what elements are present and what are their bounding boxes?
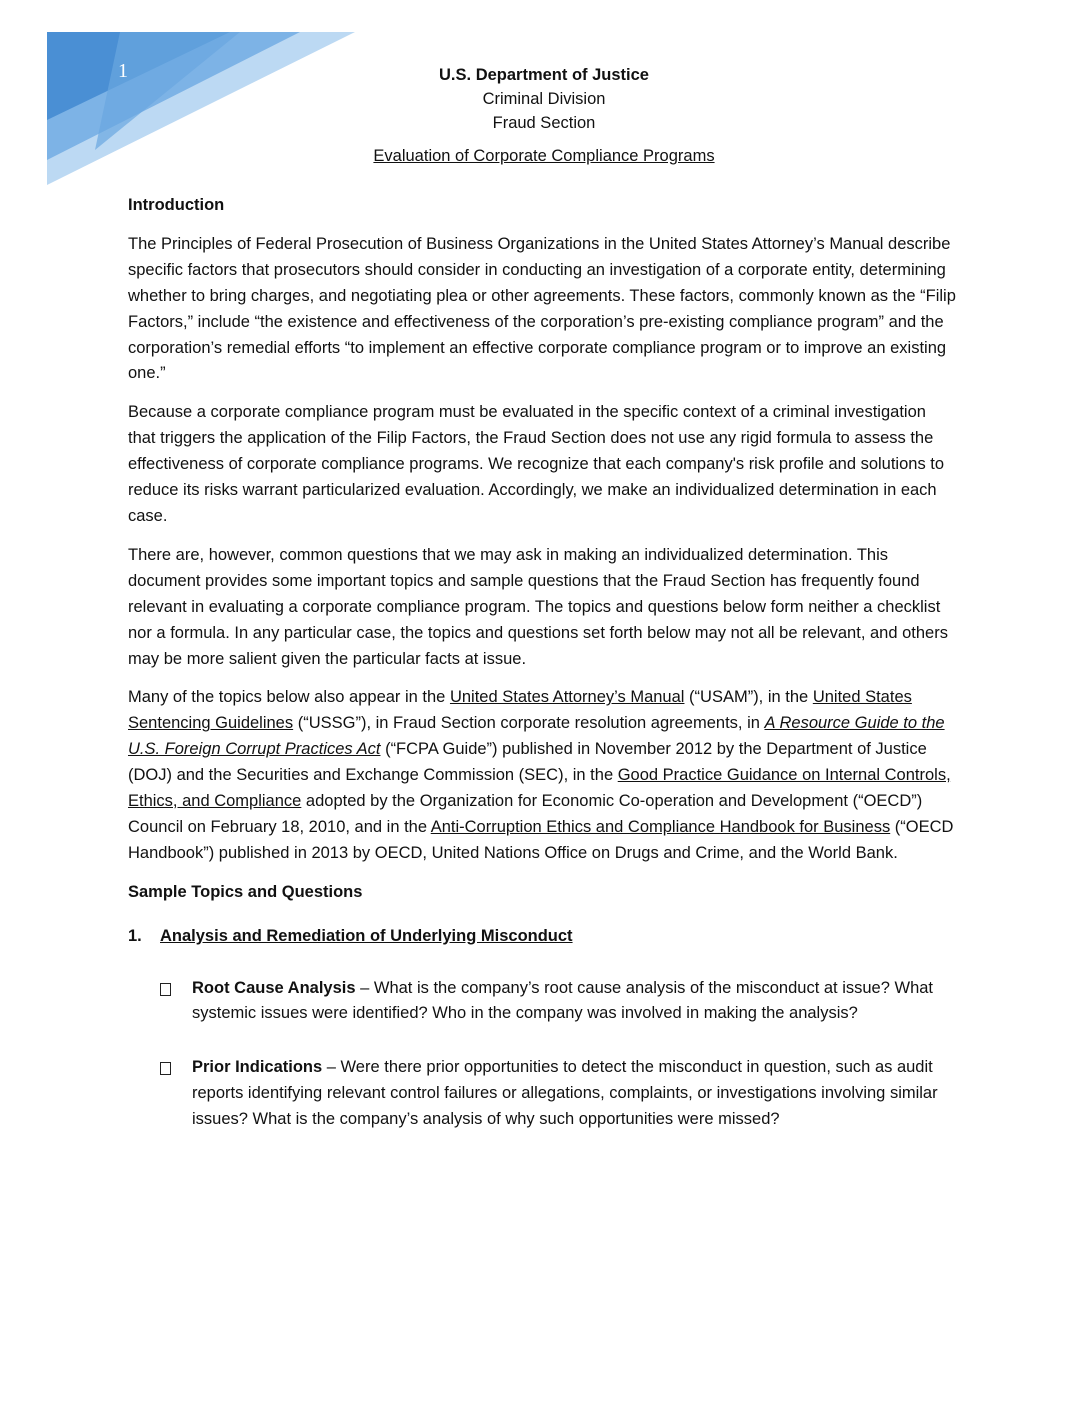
bullet-label: Prior Indications: [192, 1058, 323, 1077]
ussg-link[interactable]: United States Sentencing Guidelines: [128, 688, 912, 733]
p4-text-1: Many of the topics below also appear in the: [128, 688, 450, 707]
section-1-number: 1.: [128, 926, 142, 945]
intro-paragraph-3: There are, however, common questions that we may ask in making an individualized determination. This document provides some important topics and sample questions that the Fraud Section has frequently found relevant in evaluating a corporate compliance program. The topics and questions below form neither a checklist nor a formula. In any particular case, the topics and questions set forth below may not all be relevant, and others may be more salient given the particular facts at issue.: [128, 545, 948, 668]
bullet-root-cause: [192, 976, 958, 1028]
section-1-heading: [128, 924, 958, 950]
introduction-heading: Introduction: [128, 196, 225, 214]
intro-paragraph-4: [128, 685, 958, 866]
p4-text-5: adopted by the Organization for Economic Co-operation and Development (“OECD”) Council on February 18, 2010, and in the: [128, 792, 923, 836]
section-title: Fraud Section: [492, 114, 596, 132]
checkbox-icon: [160, 983, 171, 996]
bullet-prior-indications: [192, 1055, 958, 1133]
fcpa-guide-link[interactable]: A Resource Guide to the U.S. Foreign Corrupt Practices Act: [128, 714, 945, 759]
p4-text-4: (“FCPA Guide”) published in November 2012 by the Department of Justice (DOJ) and the Securities and Exchange Commission (SEC), in the: [128, 740, 927, 785]
intro-paragraph-1: The Principles of Federal Prosecution of Business Organizations in the United States Attorney’s Manual describe specific factors that prosecutors should consider in conducting an investigation of a corporate entity, determining whether to bring charges, and negotiating plea or other agreements. These factors, commonly known as the “Filip Factors,” include “the existence and effectiveness of the corporation’s pre-existing compliance program” and the corporation’s remedial efforts “to implement an effective corporate compliance program or to improve an existing one.”: [128, 234, 956, 383]
bullet-text: – What is the company’s root cause analysis of the misconduct at issue? What systemic issues were identified? Who in the company was involved in making the analysis?: [192, 978, 934, 1023]
p4-text-3: (“USSG”), in Fraud Section corporate resolution agreements, in: [293, 714, 765, 733]
document-body: [128, 193, 958, 1161]
oecd-guidance-link[interactable]: Good Practice Guidance on Internal Controls, Ethics, and Compliance: [128, 766, 951, 811]
document-title: Evaluation of Corporate Compliance Programs: [373, 147, 715, 165]
agency-title: U.S. Department of Justice: [439, 66, 649, 84]
section-1-title: Analysis and Remediation of Underlying Misconduct: [160, 926, 573, 945]
bullet-text: – Were there prior opportunities to detect the misconduct in question, such as audit reports identifying relevant control failures or allegations, complaints, or investigations involving similar issues? What is the company’s analysis of why such opportunities were missed?: [192, 1058, 938, 1129]
oecd-handbook-link[interactable]: Anti-Corruption Ethics and Compliance Handbook for Business: [430, 817, 891, 836]
p4-text-6: (“OECD Handbook”) published in 2013 by OECD, United Nations Office on Drugs and Crime, and the World Bank.: [128, 817, 954, 862]
bullet-label: Root Cause Analysis: [192, 978, 356, 997]
p4-text-2: (“USAM”), in the: [684, 688, 813, 707]
division-title: Criminal Division: [482, 90, 606, 108]
intro-paragraph-2: Because a corporate compliance program must be evaluated in the specific context of a criminal investigation that triggers the application of the Filip Factors, the Fraud Section does not use any rigid formula to assess the effectiveness of corporate compliance programs. We recognize that each company's risk profile and solutions to reduce its risks warrant particularized evaluation. Accordingly, we make an individualized determination in each case.: [128, 403, 945, 525]
checkbox-icon: [160, 1062, 171, 1075]
page-number: 1: [118, 60, 128, 82]
sample-topics-heading: Sample Topics and Questions: [128, 882, 363, 901]
usam-link[interactable]: United States Attorney’s Manual: [449, 688, 685, 707]
